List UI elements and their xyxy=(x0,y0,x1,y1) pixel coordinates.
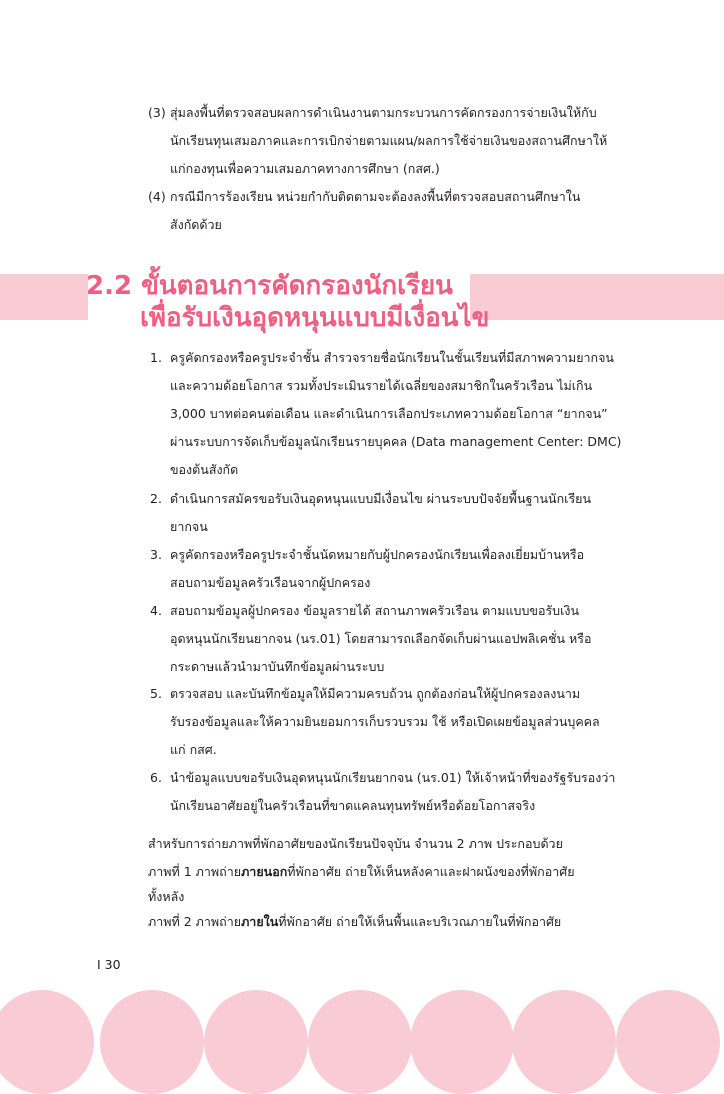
step-number: 6. xyxy=(150,770,162,785)
header-band-right xyxy=(470,274,724,320)
step-number: 2. xyxy=(150,491,162,506)
step-line: แก่ กสศ. xyxy=(170,742,217,757)
section-number: 2.2 xyxy=(86,271,133,301)
photo-2-prefix: ภาพที่ 2 ภาพถ่าย xyxy=(148,914,242,929)
step-number: 3. xyxy=(150,547,162,562)
step-line: ตรวจสอบ และบันทึกข้อมูลให้มีความครบถ้วน ถูกต้องก่อนให้ผู้ปกครองลงนาม xyxy=(170,686,581,701)
section-title xyxy=(86,270,489,334)
step-line: รับรองข้อมูลและให้ความยินยอมการเก็บรวบรวม ใช้ หรือเปิดเผยข้อมูลส่วนบุคคล xyxy=(170,714,600,729)
sub-item-line: สุ่มลงพื้นที่ตรวจสอบผลการดำเนินงานตามกระบวนการคัดกรองการจ่ายเงินให้กับ xyxy=(170,105,597,120)
section-title-line2: เพื่อรับเงินอุดหนุนแบบมีเงื่อนไข xyxy=(140,303,490,333)
step-line: ดำเนินการสมัครขอรับเงินอุดหนุนแบบมีเงื่อนไข ผ่านระบบปัจจัยพื้นฐานนักเรียน xyxy=(170,491,592,506)
sub-item-number: (4) xyxy=(148,189,166,204)
step-line: อุดหนุนนักเรียนยากจน (นร.01) โดยสามารถเลือกจัดเก็บผ่านแอปพลิเคชั่น หรือ xyxy=(170,631,592,646)
photo-1-prefix: ภาพที่ 1 ภาพถ่าย xyxy=(148,864,242,879)
step-line: นักเรียนอาศัยอยู่ในครัวเรือนที่ขาดแคลนทุนทรัพย์หรือด้อยโอกาสจริง xyxy=(170,798,536,813)
photo-1-emphasis: ภายนอก xyxy=(241,864,288,879)
sub-item-line: สังกัดด้วย xyxy=(170,217,222,232)
step-line: ยากจน xyxy=(170,519,208,534)
header-band-left xyxy=(0,274,88,320)
closing-line: สำหรับการถ่ายภาพที่พักอาศัยของนักเรียนปัจจุบัน จำนวน 2 ภาพ ประกอบด้วย xyxy=(148,836,563,851)
decor-circle xyxy=(410,990,514,1094)
decor-circle xyxy=(0,990,94,1094)
decor-circle xyxy=(204,990,308,1094)
step-number: 4. xyxy=(150,603,162,618)
section-title-line1: ขั้นตอนการคัดกรองนักเรียน xyxy=(141,271,453,301)
step-line: สอบถามข้อมูลครัวเรือนจากผู้ปกครอง xyxy=(170,575,371,590)
photo-1-cont: ทั้งหลัง xyxy=(148,889,185,904)
step-line: สอบถามข้อมูลผู้ปกครอง ข้อมูลรายได้ สถานภาพครัวเรือน ตามแบบขอรับเงิน xyxy=(170,603,580,618)
step-number: 1. xyxy=(150,350,162,365)
page-number: I 30 xyxy=(97,957,121,972)
sub-item-line: แก่กองทุนเพื่อความเสมอภาคทางการศึกษา (กสศ.) xyxy=(170,161,440,176)
step-line: นำข้อมูลแบบขอรับเงินอุดหนุนนักเรียนยากจน (นร.01) ให้เจ้าหน้าที่ของรัฐรับรองว่า xyxy=(170,770,616,785)
photo-2-emphasis: ภายใน xyxy=(241,914,279,929)
photo-2-line xyxy=(148,908,575,936)
decor-circle xyxy=(308,990,412,1094)
step-line: ผ่านระบบการจัดเก็บข้อมูลนักเรียนรายบุคคล (Data management Center: DMC) xyxy=(170,434,622,449)
photo-1-suffix: ที่พักอาศัย ถ่ายให้เห็นหลังคาและฝาผนังของที่พักอาศัย xyxy=(287,864,575,879)
photo-1-line xyxy=(148,858,575,886)
decor-circle xyxy=(616,990,720,1094)
closing-paragraph xyxy=(148,830,575,936)
decor-circle xyxy=(100,990,204,1094)
step-line: ครูคัดกรองหรือครูประจำชั้นนัดหมายกับผู้ปกครองนักเรียนเพื่อลงเยี่ยมบ้านหรือ xyxy=(170,547,585,562)
step-number: 5. xyxy=(150,686,162,701)
sub-item-line: กรณีมีการร้องเรียน หน่วยกำกับติดตามจะต้องลงพื้นที่ตรวจสอบสถานศึกษาใน xyxy=(170,189,581,204)
decor-circle xyxy=(512,990,616,1094)
step-line: ครูคัดกรองหรือครูประจำชั้น สำรวจรายชื่อนักเรียนในชั้นเรียนที่มีสภาพความยากจน xyxy=(170,350,614,365)
step-line: และความด้อยโอกาส รวมทั้งประเมินรายได้เฉลี่ยของสมาชิกในครัวเรือน ไม่เกิน xyxy=(170,378,593,393)
step-line: ของต้นสังกัด xyxy=(170,462,239,477)
sub-item-line: นักเรียนทุนเสมอภาคและการเบิกจ่ายตามแผน/ผลการใช้จ่ายเงินของสถานศึกษาให้ xyxy=(170,133,608,148)
step-line: 3,000 บาทต่อคนต่อเดือน และดำเนินการเลือกประเภทความด้อยโอกาส “ยากจน” xyxy=(170,406,608,421)
sub-item-number: (3) xyxy=(148,105,166,120)
step-line: กระดาษแล้วนำมาบันทึกข้อมูลผ่านระบบ xyxy=(170,659,385,674)
photo-2-suffix: ที่พักอาศัย ถ่ายให้เห็นพื้นและบริเวณภายในที่พักอาศัย xyxy=(278,914,562,929)
